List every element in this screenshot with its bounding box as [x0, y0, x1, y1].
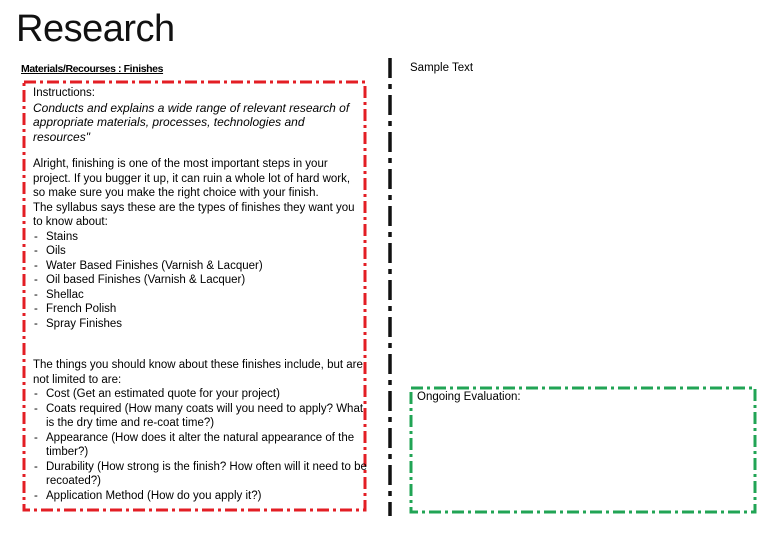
- intro-paragraph: Alright, finishing is one of the most important steps in your project. If you bugger it up, it can ruin a whole lot of hard work, so make sure you make the right choice with your finish.: [33, 158, 351, 199]
- finishes-knowledge-block: [33, 358, 367, 503]
- page-subtitle: Materials/Recourses : Finishes: [21, 63, 164, 75]
- instructions-block: [33, 86, 363, 144]
- list-item: - Spray Finishes: [33, 317, 363, 332]
- list-item: - Appearance (How does it alter the natural appearance of the timber?): [33, 431, 367, 460]
- list-item: - Cost (Get an estimated quote for your project): [33, 387, 367, 402]
- know-intro-paragraph: The things you should know about these finishes include, but are not limited to are:: [33, 359, 363, 386]
- syllabus-paragraph: The syllabus says these are the types of finishes they want you to know about:: [33, 201, 355, 228]
- sample-text: Sample Text: [410, 62, 474, 74]
- list-item: - Stains: [33, 230, 363, 245]
- ongoing-evaluation-box[interactable]: [409, 386, 757, 514]
- list-item: - Water Based Finishes (Varnish & Lacquer): [33, 259, 363, 274]
- list-item: - Durability (How strong is the finish? How often will it need to be recoated?): [33, 460, 367, 489]
- green-dashdot-border: [409, 386, 757, 514]
- page-title: Research: [16, 8, 175, 50]
- instructions-label: Instructions:: [33, 87, 95, 99]
- evaluation-label: Ongoing Evaluation:: [417, 391, 521, 403]
- list-item: - Shellac: [33, 288, 363, 303]
- finish-types-list: [33, 230, 363, 332]
- instructions-quote: Conducts and explains a wide range of relevant research of appropriate materials, processes, technologies and resources": [33, 100, 350, 144]
- list-item: - Coats required (How many coats will you need to apply? What is the dry time and re-coat time?): [33, 402, 367, 431]
- list-item: - French Polish: [33, 302, 363, 317]
- list-item: - Oils: [33, 244, 363, 259]
- list-item: - Oil based Finishes (Varnish & Lacquer): [33, 273, 363, 288]
- list-item: - Application Method (How do you apply it?): [33, 489, 367, 504]
- finishes-intro-block: [33, 157, 363, 331]
- knowledge-list: [33, 387, 367, 503]
- vertical-divider: [386, 56, 394, 518]
